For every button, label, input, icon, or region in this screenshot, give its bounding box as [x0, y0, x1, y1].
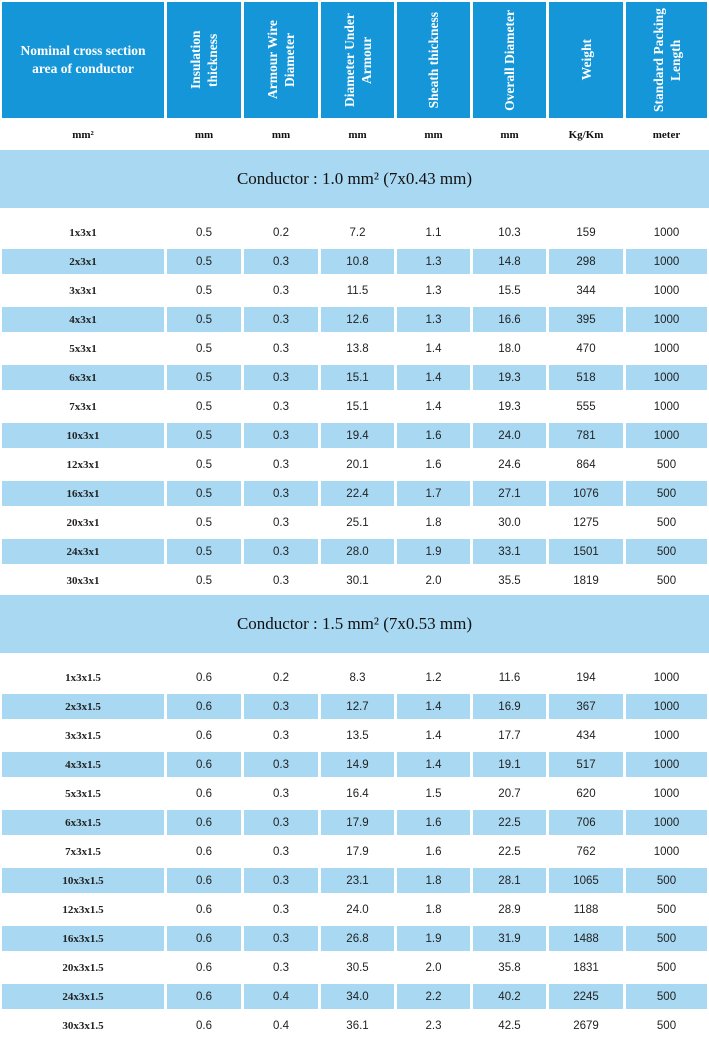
cell-weight: 555 — [576, 400, 596, 413]
cell-conductor-size: 3x3x1 — [69, 284, 97, 297]
cell-weight: 1501 — [549, 539, 623, 564]
cell-armour-wire-diameter: 0.3 — [273, 516, 289, 529]
cell-diameter-under-armour: 23.1 — [321, 868, 394, 893]
cell-conductor-size: 30x3x1.5 — [62, 1019, 104, 1032]
cell-packing-length: 500 — [656, 574, 677, 587]
cell-diameter-under-armour: 22.4 — [321, 481, 394, 506]
cell-weight: 2245 — [549, 984, 623, 1009]
table-row — [0, 721, 709, 750]
cell-armour-wire-diameter: 0.3 — [273, 845, 289, 858]
cell-armour-wire-diameter: 0.3 — [244, 307, 318, 332]
cell-packing-length: 500 — [626, 926, 707, 951]
cell-sheath-thickness: 1.6 — [397, 810, 470, 835]
header-overall-diameter — [473, 2, 546, 118]
cell-armour-wire-diameter: 0.3 — [244, 810, 318, 835]
units-row — [0, 120, 709, 150]
cell-sheath-thickness: 1.6 — [425, 458, 442, 471]
cell-conductor-size: 10x3x1 — [2, 423, 164, 448]
table-row — [0, 566, 709, 595]
cell-overall-diameter: 27.1 — [473, 481, 546, 506]
cell-insulation-thickness: 0.6 — [167, 984, 241, 1009]
cell-insulation-thickness: 0.6 — [196, 903, 212, 916]
cell-overall-diameter: 20.7 — [498, 787, 521, 800]
cell-armour-wire-diameter: 0.4 — [273, 1019, 289, 1032]
cell-diameter-under-armour: 25.1 — [346, 516, 369, 529]
cell-diameter-under-armour: 24.0 — [346, 903, 369, 916]
cell-insulation-thickness: 0.6 — [196, 787, 212, 800]
cell-weight: 762 — [576, 845, 596, 858]
cell-insulation-thickness: 0.5 — [167, 423, 241, 448]
table-row — [0, 334, 709, 363]
cell-conductor-size: 4x3x1 — [2, 307, 164, 332]
header-weight — [549, 2, 623, 118]
cell-conductor-size: 24x3x1.5 — [2, 984, 164, 1009]
cell-sheath-thickness: 2.3 — [425, 1019, 442, 1032]
cell-weight: 434 — [576, 729, 596, 742]
cell-packing-length: 1000 — [653, 226, 680, 239]
cell-conductor-size: 1x3x1 — [69, 226, 97, 239]
cell-diameter-under-armour: 17.9 — [321, 810, 394, 835]
cell-armour-wire-diameter: 0.3 — [273, 961, 289, 974]
cell-overall-diameter: 22.5 — [473, 810, 546, 835]
table-row — [0, 537, 709, 566]
cell-weight: 2679 — [573, 1019, 599, 1032]
cell-weight: 518 — [549, 365, 623, 390]
cell-insulation-thickness: 0.6 — [167, 868, 241, 893]
cell-weight: 395 — [549, 307, 623, 332]
table-row — [0, 750, 709, 779]
cell-packing-length: 500 — [656, 961, 677, 974]
cell-diameter-under-armour: 20.1 — [346, 458, 369, 471]
cell-diameter-under-armour: 8.3 — [349, 671, 366, 684]
cell-sheath-thickness: 1.1 — [425, 226, 442, 239]
cell-overall-diameter: 35.5 — [498, 574, 521, 587]
cell-packing-length: 500 — [626, 481, 707, 506]
cell-packing-length: 500 — [626, 539, 707, 564]
cell-armour-wire-diameter: 0.3 — [244, 868, 318, 893]
table-row — [0, 663, 709, 692]
cell-diameter-under-armour: 12.7 — [321, 694, 394, 719]
cell-overall-diameter: 40.2 — [473, 984, 546, 1009]
cell-conductor-size: 2x3x1.5 — [2, 694, 164, 719]
cell-insulation-thickness: 0.5 — [196, 574, 212, 587]
cell-insulation-thickness: 0.6 — [196, 961, 212, 974]
cell-conductor-size: 16x3x1 — [2, 481, 164, 506]
table-row — [0, 692, 709, 721]
cell-conductor-size: 12x3x1 — [66, 458, 100, 471]
cell-conductor-size: 6x3x1 — [2, 365, 164, 390]
cell-packing-length: 1000 — [653, 845, 680, 858]
header-standard-packing-length-text: Standard Packing Length — [650, 8, 683, 112]
header-diameter-under-armour — [321, 2, 394, 118]
cell-insulation-thickness: 0.6 — [167, 926, 241, 951]
cell-insulation-thickness: 0.5 — [167, 307, 241, 332]
table-row — [0, 1011, 709, 1040]
table-row — [0, 982, 709, 1011]
cell-weight: 620 — [576, 787, 596, 800]
table-row — [0, 808, 709, 837]
cell-insulation-thickness: 0.5 — [196, 284, 212, 297]
cell-packing-length: 1000 — [626, 694, 707, 719]
cell-conductor-size: 2x3x1 — [2, 249, 164, 274]
cell-overall-diameter: 19.1 — [473, 752, 546, 777]
cell-sheath-thickness: 1.9 — [397, 539, 470, 564]
cell-armour-wire-diameter: 0.3 — [244, 752, 318, 777]
cell-overall-diameter: 33.1 — [473, 539, 546, 564]
cell-packing-length: 1000 — [653, 342, 680, 355]
cell-diameter-under-armour: 14.9 — [321, 752, 394, 777]
cell-packing-length: 500 — [656, 903, 677, 916]
cell-armour-wire-diameter: 0.3 — [273, 787, 289, 800]
cell-weight: 1076 — [549, 481, 623, 506]
section-title: Conductor : 1.0 mm² (7x0.43 mm) — [0, 150, 709, 208]
cell-conductor-size: 5x3x1 — [69, 342, 97, 355]
cell-conductor-size: 7x3x1.5 — [65, 845, 101, 858]
table-row — [0, 450, 709, 479]
cell-overall-diameter: 18.0 — [498, 342, 521, 355]
cell-armour-wire-diameter: 0.3 — [244, 694, 318, 719]
table-row — [0, 953, 709, 982]
cell-overall-diameter: 24.0 — [473, 423, 546, 448]
cell-packing-length: 500 — [656, 458, 677, 471]
cell-overall-diameter: 16.6 — [473, 307, 546, 332]
header-insulation-thickness-text: Insulation thickness — [188, 30, 220, 90]
cell-insulation-thickness: 0.5 — [167, 481, 241, 506]
cell-diameter-under-armour: 10.8 — [321, 249, 394, 274]
cell-armour-wire-diameter: 0.3 — [273, 903, 289, 916]
table-row — [0, 924, 709, 953]
cell-diameter-under-armour: 36.1 — [346, 1019, 369, 1032]
cell-conductor-size: 10x3x1.5 — [2, 868, 164, 893]
cell-weight: 1831 — [573, 961, 599, 974]
cell-overall-diameter: 17.7 — [498, 729, 521, 742]
sections-container — [0, 150, 709, 1040]
cell-weight: 706 — [549, 810, 623, 835]
cell-weight: 194 — [576, 671, 596, 684]
cell-conductor-size: 12x3x1.5 — [62, 903, 104, 916]
cell-armour-wire-diameter: 0.2 — [273, 226, 289, 239]
table-row — [0, 392, 709, 421]
section-title: Conductor : 1.5 mm² (7x0.53 mm) — [0, 595, 709, 653]
cell-insulation-thickness: 0.6 — [167, 694, 241, 719]
cell-overall-diameter: 30.0 — [498, 516, 521, 529]
cell-sheath-thickness: 2.0 — [425, 574, 442, 587]
cell-packing-length: 500 — [656, 516, 677, 529]
cell-sheath-thickness: 2.0 — [425, 961, 442, 974]
cell-diameter-under-armour: 13.8 — [346, 342, 369, 355]
cell-sheath-thickness: 1.4 — [397, 365, 470, 390]
header-diameter-under-armour-text: Diameter Under Armour — [341, 13, 374, 107]
cell-armour-wire-diameter: 0.3 — [244, 423, 318, 448]
cell-weight: 1819 — [573, 574, 599, 587]
cell-overall-diameter: 28.1 — [473, 868, 546, 893]
cell-insulation-thickness: 0.5 — [196, 458, 212, 471]
cell-diameter-under-armour: 26.8 — [321, 926, 394, 951]
table-row — [0, 508, 709, 537]
header-weight-text: Weight — [578, 39, 594, 81]
cell-sheath-thickness: 1.4 — [425, 400, 442, 413]
section-spacer — [0, 208, 709, 218]
cell-diameter-under-armour: 28.0 — [321, 539, 394, 564]
cell-packing-length: 1000 — [653, 400, 680, 413]
cell-packing-length: 500 — [626, 868, 707, 893]
cell-sheath-thickness: 1.4 — [425, 729, 442, 742]
unit-cell: mm — [500, 129, 519, 141]
header-armour-wire-diameter-text: Armour Wire Diameter — [265, 20, 297, 100]
cell-weight: 367 — [549, 694, 623, 719]
cell-armour-wire-diameter: 0.3 — [244, 539, 318, 564]
cell-armour-wire-diameter: 0.3 — [273, 284, 289, 297]
cell-diameter-under-armour: 12.6 — [321, 307, 394, 332]
cell-sheath-thickness: 1.7 — [397, 481, 470, 506]
cell-armour-wire-diameter: 0.3 — [244, 365, 318, 390]
cell-conductor-size: 1x3x1.5 — [65, 671, 101, 684]
cell-overall-diameter: 10.3 — [498, 226, 521, 239]
cell-conductor-size: 24x3x1 — [2, 539, 164, 564]
cell-weight: 1188 — [573, 903, 599, 916]
table-row — [0, 837, 709, 866]
unit-cell: meter — [652, 129, 681, 141]
cell-sheath-thickness: 1.4 — [397, 752, 470, 777]
table-row — [0, 218, 709, 247]
header-armour-wire-diameter — [244, 2, 318, 118]
unit-cell: mm² — [72, 129, 94, 141]
cell-overall-diameter: 31.9 — [473, 926, 546, 951]
cell-insulation-thickness: 0.6 — [196, 1019, 212, 1032]
table-row — [0, 779, 709, 808]
table-row — [0, 363, 709, 392]
cell-insulation-thickness: 0.5 — [196, 342, 212, 355]
cell-insulation-thickness: 0.5 — [167, 249, 241, 274]
cell-sheath-thickness: 1.3 — [397, 307, 470, 332]
cell-diameter-under-armour: 7.2 — [349, 226, 366, 239]
cell-armour-wire-diameter: 0.3 — [244, 249, 318, 274]
cell-weight: 1065 — [549, 868, 623, 893]
table-row — [0, 305, 709, 334]
cell-sheath-thickness: 2.2 — [397, 984, 470, 1009]
unit-cell: Kg/Km — [568, 129, 604, 141]
header-overall-diameter-text: Overall Diameter — [502, 9, 517, 111]
cell-diameter-under-armour: 19.4 — [321, 423, 394, 448]
cell-overall-diameter: 42.5 — [498, 1019, 521, 1032]
cell-armour-wire-diameter: 0.2 — [273, 671, 289, 684]
cell-overall-diameter: 24.6 — [498, 458, 521, 471]
cell-sheath-thickness: 1.6 — [397, 423, 470, 448]
cell-conductor-size: 6x3x1.5 — [2, 810, 164, 835]
cell-sheath-thickness: 1.2 — [425, 671, 442, 684]
cell-overall-diameter: 16.9 — [473, 694, 546, 719]
table-row — [0, 479, 709, 508]
table-row — [0, 421, 709, 450]
cell-conductor-size: 7x3x1 — [69, 400, 97, 413]
cell-sheath-thickness: 1.5 — [425, 787, 442, 800]
cell-insulation-thickness: 0.6 — [167, 752, 241, 777]
cell-diameter-under-armour: 16.4 — [346, 787, 369, 800]
cell-diameter-under-armour: 30.1 — [346, 574, 369, 587]
cell-insulation-thickness: 0.5 — [196, 516, 212, 529]
cell-sheath-thickness: 1.3 — [397, 249, 470, 274]
cell-weight: 1488 — [549, 926, 623, 951]
cell-weight: 159 — [576, 226, 596, 239]
cell-overall-diameter: 19.3 — [498, 400, 521, 413]
cell-packing-length: 1000 — [626, 249, 707, 274]
cell-conductor-size: 30x3x1 — [66, 574, 100, 587]
cell-insulation-thickness: 0.6 — [196, 729, 212, 742]
table-header-row — [0, 0, 709, 120]
cell-insulation-thickness: 0.6 — [196, 845, 212, 858]
cell-diameter-under-armour: 13.5 — [346, 729, 369, 742]
table-row — [0, 247, 709, 276]
table-row — [0, 895, 709, 924]
cell-packing-length: 1000 — [626, 423, 707, 448]
cell-insulation-thickness: 0.5 — [167, 365, 241, 390]
cell-overall-diameter: 35.8 — [498, 961, 521, 974]
cell-sheath-thickness: 1.8 — [425, 516, 442, 529]
cell-sheath-thickness: 1.4 — [397, 694, 470, 719]
cell-packing-length: 1000 — [653, 284, 680, 297]
cell-insulation-thickness: 0.5 — [167, 539, 241, 564]
cell-overall-diameter: 15.5 — [498, 284, 521, 297]
cell-overall-diameter: 19.3 — [473, 365, 546, 390]
cell-sheath-thickness: 1.3 — [425, 284, 442, 297]
cell-armour-wire-diameter: 0.3 — [273, 574, 289, 587]
cell-conductor-size: 5x3x1.5 — [65, 787, 101, 800]
unit-cell: mm — [424, 129, 443, 141]
header-sheath-thickness — [397, 2, 470, 118]
cell-diameter-under-armour: 15.1 — [346, 400, 369, 413]
cell-packing-length: 500 — [626, 984, 707, 1009]
cell-diameter-under-armour: 34.0 — [321, 984, 394, 1009]
cell-conductor-size: 16x3x1.5 — [2, 926, 164, 951]
cell-packing-length: 1000 — [626, 365, 707, 390]
cell-weight: 1275 — [573, 516, 599, 529]
cell-weight: 298 — [549, 249, 623, 274]
cell-weight: 517 — [549, 752, 623, 777]
section-spacer — [0, 653, 709, 663]
cell-overall-diameter: 14.8 — [473, 249, 546, 274]
cell-weight: 781 — [549, 423, 623, 448]
cell-armour-wire-diameter: 0.3 — [244, 481, 318, 506]
table-row — [0, 276, 709, 305]
cell-conductor-size: 20x3x1 — [66, 516, 100, 529]
cell-conductor-size: 4x3x1.5 — [2, 752, 164, 777]
cell-packing-length: 1000 — [626, 752, 707, 777]
cell-insulation-thickness: 0.6 — [167, 810, 241, 835]
cell-insulation-thickness: 0.5 — [196, 400, 212, 413]
cell-diameter-under-armour: 11.5 — [346, 284, 369, 297]
cell-insulation-thickness: 0.6 — [196, 671, 212, 684]
unit-cell: mm — [348, 129, 367, 141]
cell-diameter-under-armour: 30.5 — [346, 961, 369, 974]
cell-diameter-under-armour: 17.9 — [346, 845, 369, 858]
cell-armour-wire-diameter: 0.4 — [244, 984, 318, 1009]
cell-armour-wire-diameter: 0.3 — [273, 400, 289, 413]
cell-conductor-size: 20x3x1.5 — [62, 961, 104, 974]
cell-weight: 344 — [576, 284, 596, 297]
cell-weight: 470 — [576, 342, 596, 355]
cell-packing-length: 1000 — [626, 810, 707, 835]
cell-overall-diameter: 11.6 — [498, 671, 521, 684]
cell-packing-length: 1000 — [653, 671, 680, 684]
cell-overall-diameter: 28.9 — [498, 903, 521, 916]
cell-armour-wire-diameter: 0.3 — [273, 458, 289, 471]
cell-packing-length: 1000 — [653, 729, 680, 742]
cell-armour-wire-diameter: 0.3 — [273, 729, 289, 742]
unit-cell: mm — [271, 129, 291, 141]
cell-overall-diameter: 22.5 — [498, 845, 521, 858]
cell-sheath-thickness: 1.8 — [397, 868, 470, 893]
cell-packing-length: 1000 — [626, 307, 707, 332]
cell-insulation-thickness: 0.5 — [196, 226, 212, 239]
header-insulation-thickness — [167, 2, 241, 118]
table-row — [0, 866, 709, 895]
cell-sheath-thickness: 1.6 — [425, 845, 442, 858]
cell-diameter-under-armour: 15.1 — [321, 365, 394, 390]
cell-sheath-thickness: 1.8 — [425, 903, 442, 916]
header-sheath-thickness-text: Sheath thickness — [426, 11, 441, 109]
cell-sheath-thickness: 1.4 — [425, 342, 442, 355]
header-standard-packing-length — [626, 2, 707, 118]
unit-cell: mm — [194, 129, 214, 141]
header-nominal-cross-section: Nominal cross section area of conductor — [2, 2, 164, 118]
cell-conductor-size: 3x3x1.5 — [65, 729, 101, 742]
cell-armour-wire-diameter: 0.3 — [244, 926, 318, 951]
cell-weight: 864 — [576, 458, 596, 471]
cell-armour-wire-diameter: 0.3 — [273, 342, 289, 355]
cell-packing-length: 500 — [656, 1019, 677, 1032]
cell-packing-length: 1000 — [653, 787, 680, 800]
cell-sheath-thickness: 1.9 — [397, 926, 470, 951]
